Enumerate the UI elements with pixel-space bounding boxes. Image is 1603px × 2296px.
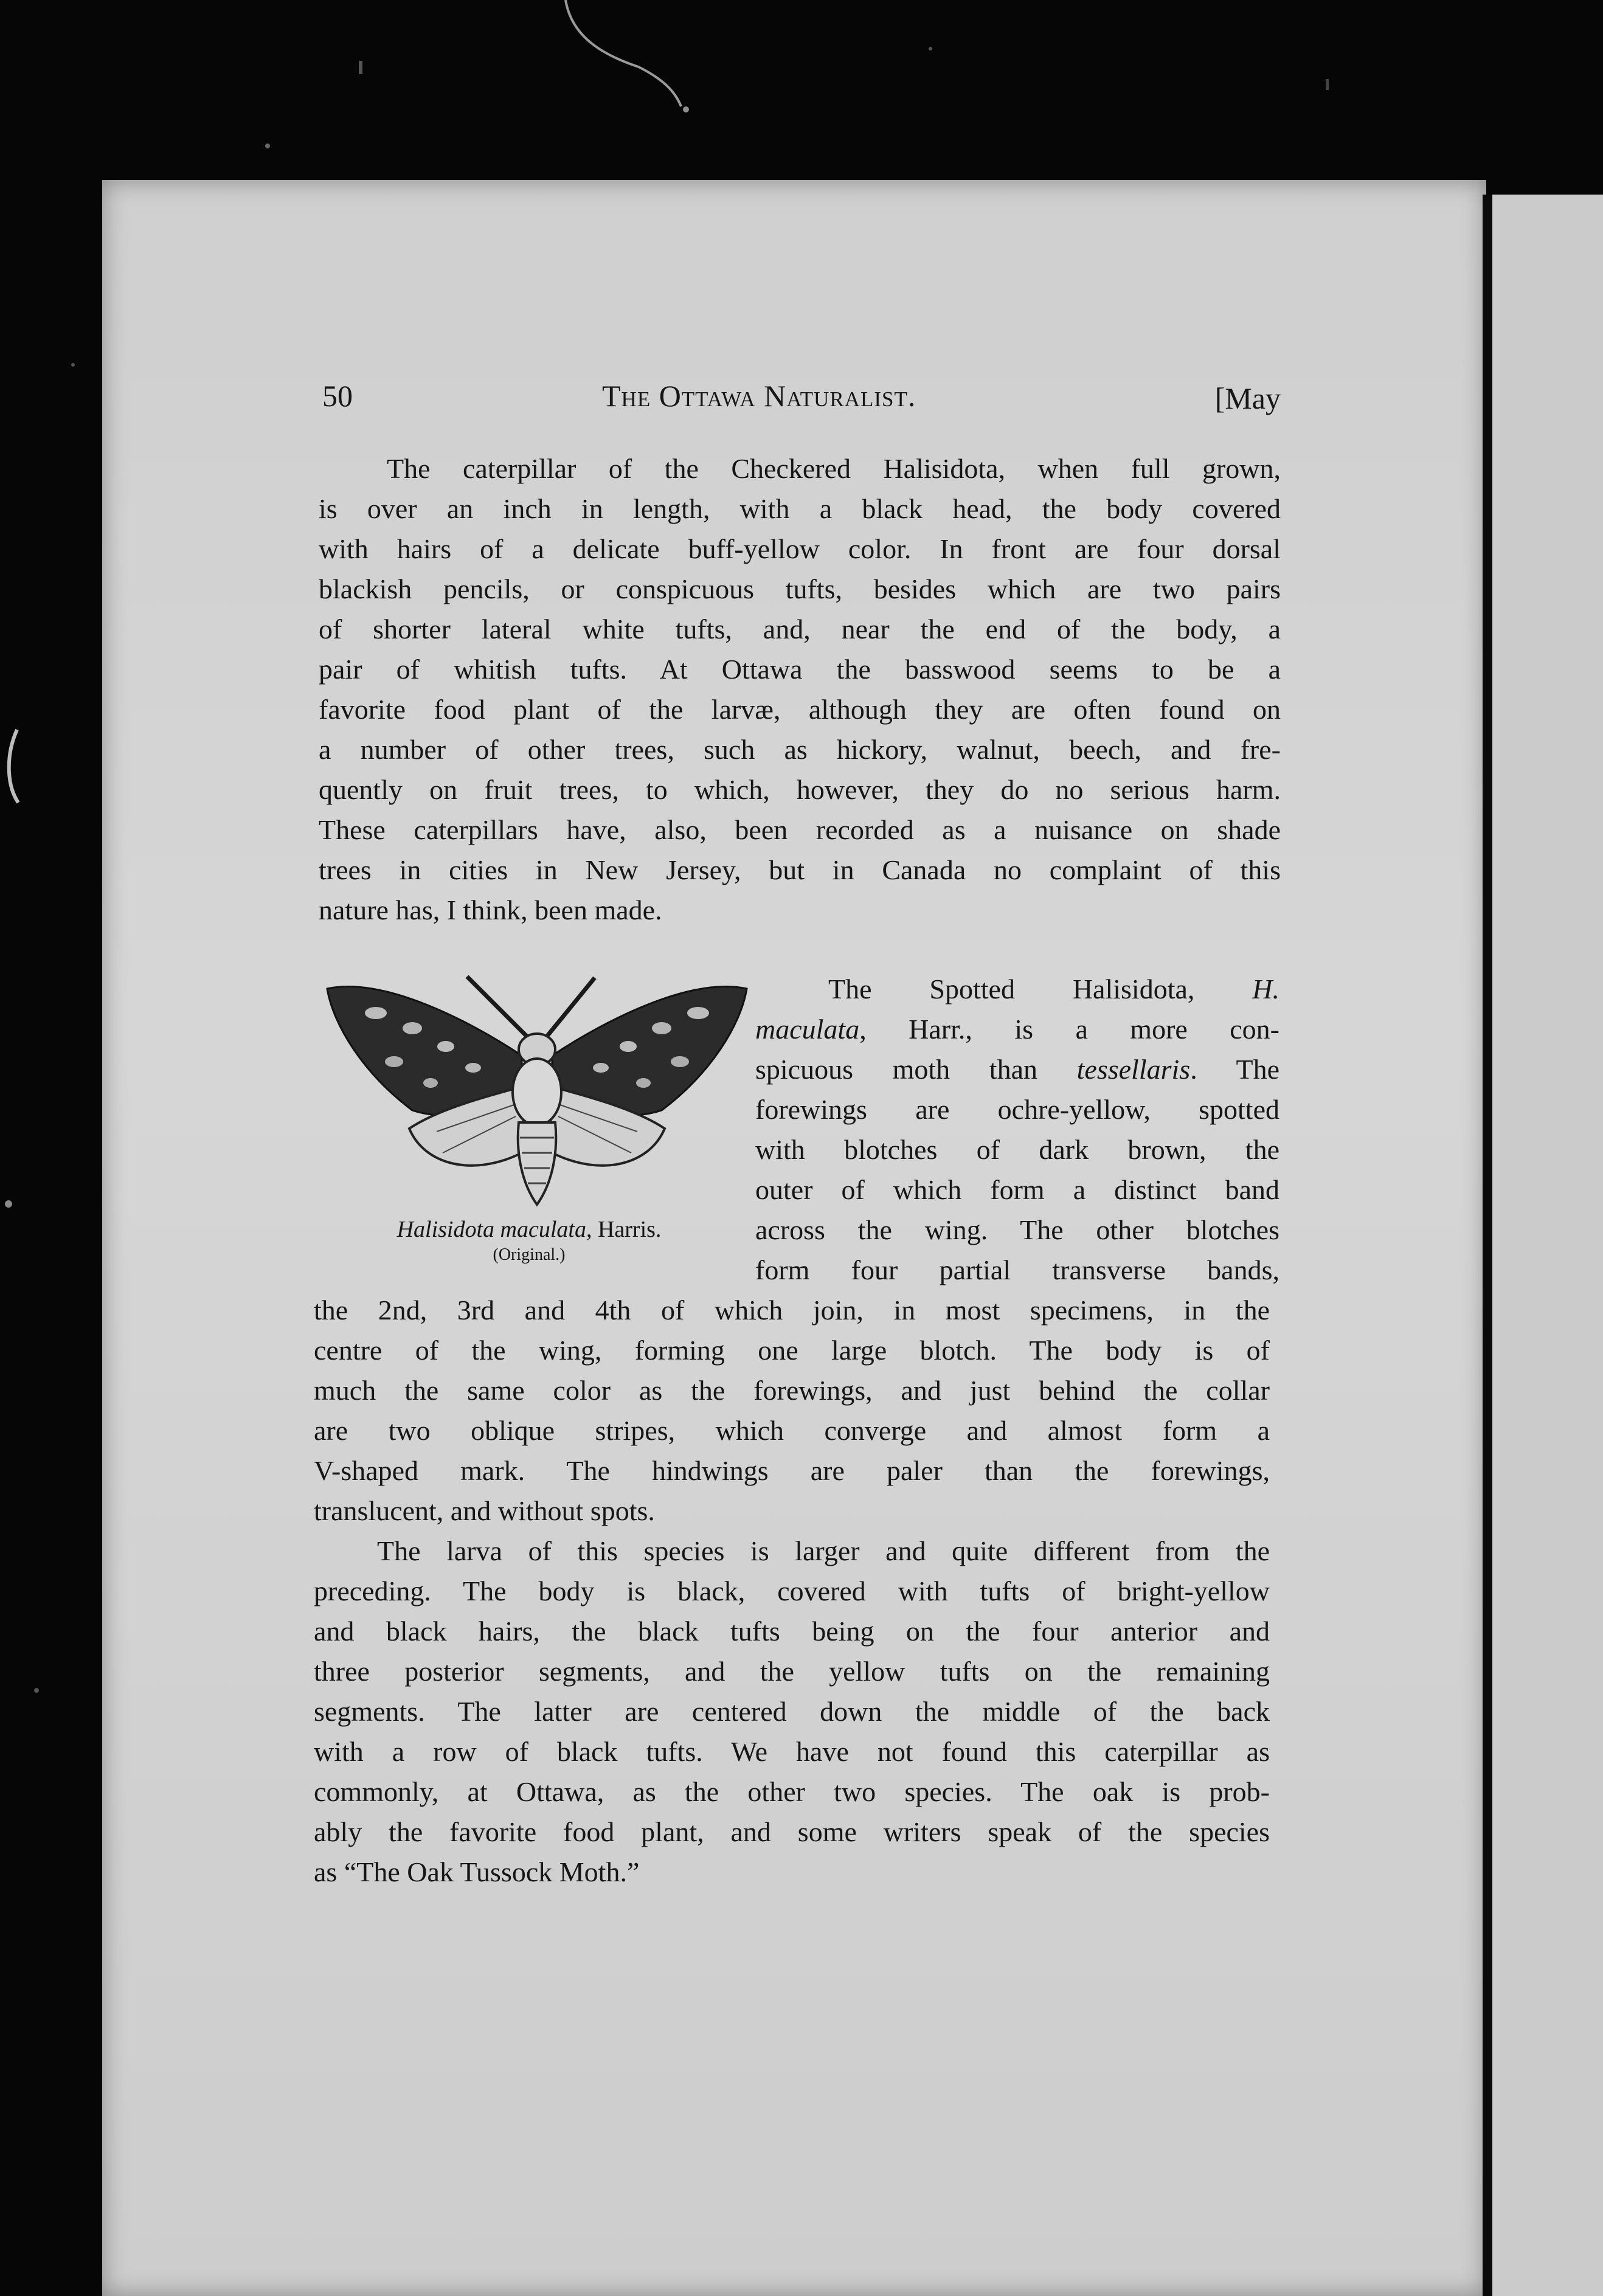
journal-title: The Ottawa Naturalist. [602, 379, 916, 413]
text-line: V-shaped mark. The hindwings are paler than the forewings, [314, 1455, 1270, 1486]
issue-month: [May [1214, 381, 1281, 415]
text-line: three posterior segments, and the yellow tufts on the remaining [314, 1656, 1270, 1687]
text-line: centre of the wing, forming one large blotch. The body is of [314, 1335, 1270, 1366]
text-line: is over an inch in length, with a black head, the body covered [319, 493, 1281, 524]
text-line: a number of other trees, such as hickory, walnut, beech, and fre- [319, 734, 1281, 765]
text-line: The larva of this species is larger and quite different from the [377, 1535, 1270, 1566]
moth-illustration-icon [321, 970, 753, 1214]
text-run: . The [1190, 1054, 1279, 1085]
text-line: with blotches of dark brown, the [755, 1134, 1279, 1165]
text-line: outer of which form a distinct band [755, 1174, 1279, 1205]
text-line: pair of whitish tufts. At Ottawa the basswood seems to be a [319, 654, 1281, 685]
text-line: quently on fruit trees, to which, however, they do no serious harm. [319, 774, 1281, 805]
text-line: with a row of black tufts. We have not found this caterpillar as [314, 1736, 1270, 1767]
text-line: the 2nd, 3rd and 4th of which join, in most specimens, in the [314, 1295, 1270, 1326]
paragraph-spotted-halisidota-full [314, 1290, 1270, 1531]
italic-run: H. [1252, 973, 1279, 1005]
text-line: with hairs of a delicate buff-yellow color. In front are four dorsal [319, 533, 1281, 564]
moth-figure [321, 970, 753, 1256]
text-line: These caterpillars have, also, been recorded as a nuisance on shade [319, 814, 1281, 845]
text-line: across the wing. The other blotches [755, 1214, 1279, 1245]
text-line: of shorter lateral white tufts, and, near the end of the body, a [319, 614, 1281, 645]
text-line: segments. The latter are centered down the middle of the back [314, 1696, 1270, 1727]
paragraph-larva [314, 1531, 1270, 1892]
text-line: blackish pencils, or conspicuous tufts, besides which are two pairs [319, 573, 1281, 604]
text-line: translucent, and without spots. [314, 1495, 655, 1526]
text-line: as “The Oak Tussock Moth.” [314, 1856, 640, 1887]
caption-species: Halisidota maculata [396, 1217, 586, 1242]
facing-page-edge [1492, 195, 1603, 2296]
caption-title [341, 1216, 718, 1243]
text-line: The caterpillar of the Checkered Halisidota, when full grown, [387, 453, 1281, 484]
text-line: are two oblique stripes, which converge and almost form a [314, 1415, 1270, 1446]
figure-caption [341, 1216, 718, 1265]
running-header [322, 378, 1281, 421]
text-line: ably the favorite food plant, and some writers speak of the species [314, 1816, 1270, 1847]
text-line [755, 969, 1279, 1009]
text-line: favorite food plant of the larvæ, although they are often found on [319, 694, 1281, 725]
text-run: spicuous moth than [755, 1054, 1077, 1085]
paragraph-spotted-halisidota-side [755, 969, 1279, 1290]
text-line: commonly, at Ottawa, as the other two species. The oak is prob- [314, 1776, 1270, 1807]
text-line [755, 1009, 1279, 1049]
text-line: trees in cities in New Jersey, but in Canada no complaint of this [319, 854, 1281, 885]
text-line [755, 1049, 1279, 1090]
italic-run: tessellaris [1076, 1054, 1191, 1085]
text-run: , Harr., is a more con- [859, 1014, 1279, 1045]
text-line: forewings are ochre-yellow, spotted [755, 1094, 1279, 1125]
text-line: form four partial transverse bands, [755, 1254, 1279, 1285]
text-run: The Spotted Halisidota, [828, 973, 1253, 1005]
caption-original: (Original.) [493, 1245, 566, 1264]
text-line: nature has, I think, been made. [319, 894, 662, 925]
text-line: and black hairs, the black tufts being on the four anterior and [314, 1616, 1270, 1647]
italic-run: maculata [755, 1014, 860, 1045]
caption-author: , Harris. [586, 1217, 662, 1242]
page-number: 50 [322, 379, 353, 413]
page-gutter [1483, 195, 1492, 2296]
text-line: much the same color as the forewings, and just behind the collar [314, 1375, 1270, 1406]
text-line: preceding. The body is black, covered with tufts of bright-yellow [314, 1575, 1270, 1606]
paragraph-checkered-halisidota [319, 449, 1281, 930]
